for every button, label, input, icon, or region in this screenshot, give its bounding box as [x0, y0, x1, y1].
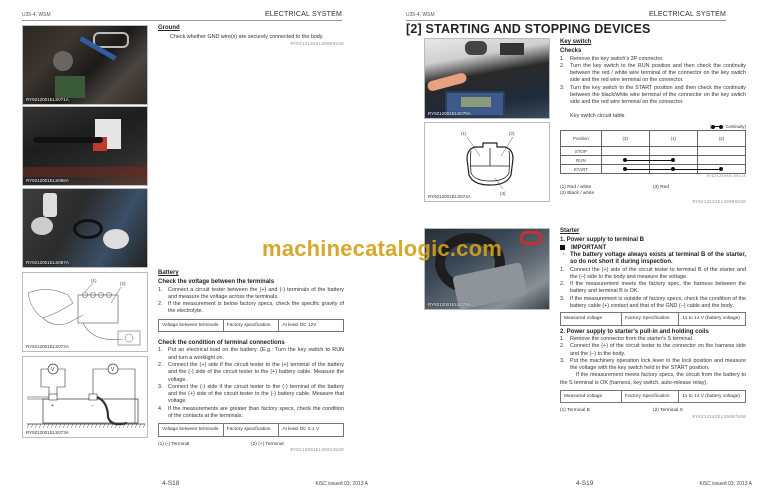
terminal-legend: (1) Terminal B (2) Terminal S	[560, 408, 683, 414]
step: 1. Connect the (+) side of the circuit tester to terminal B of the starter and the (–) side to the body and measure the voltage.	[560, 266, 746, 280]
voltmeter-circuit-diagram	[23, 357, 148, 438]
step: 2. Turn the key switch to the RUN position and then check the continuity between the red / white wire terminal of the connector on the key switch side and the red wire terminal on the connector.	[560, 62, 746, 84]
connector-diagram	[425, 123, 550, 202]
doc-code: RY9212001ELS0034US0	[290, 448, 344, 453]
circuit-table-title: Key switch circuit table	[570, 112, 625, 119]
doc-code: RY9212182ELS0007US0	[692, 415, 746, 420]
spec-table: Voltage between terminals Factory specification At least DC 0.1 V	[158, 423, 344, 436]
step: 3. Turn the key switch to the START position and then check the continuity between the black/white wire terminal of the connector on the key switch side and the red wire terminal on the connector.	[560, 84, 746, 106]
page-number: 4-S18	[162, 480, 180, 487]
photo-caption: RY9212001ELS087A	[26, 260, 69, 265]
check-connections-steps	[158, 347, 344, 420]
continuity-symbol-icon	[711, 125, 723, 129]
spec-table: Measured voltage Factory Specification 11 to 14 V (battery voltage)	[560, 390, 746, 403]
coils-note: If the measurement meets factory specs, the circuit from the battery to the S terminal is OK (harness, key switch, auto-release relay).	[560, 372, 746, 386]
photo-caption: RY9212001ELS076A	[428, 302, 471, 307]
wire-legend: (1) Red / white (2) Black / white (3) Red	[560, 184, 669, 197]
ground-title: Ground	[158, 25, 180, 31]
svg-text:+: +	[51, 403, 54, 409]
figure-key-switch-connector	[424, 122, 550, 202]
battery-tester-illustration	[23, 273, 148, 352]
model-label: U35-4, WSM	[406, 12, 435, 18]
svg-text:(2): (2)	[509, 131, 515, 136]
terminal-b-title: 1. Power supply to terminal B	[560, 237, 645, 244]
ground-text: Check whether GND wire(s) are securely connected to the body.	[170, 34, 324, 41]
battery-section	[158, 270, 344, 455]
table-row-run: RUN	[561, 156, 746, 165]
doc-code: RY9212182ELS0005US0	[290, 42, 344, 47]
figure-battery-tester	[22, 272, 148, 352]
battery-title: Battery	[158, 270, 179, 276]
issued-label: KiSC issued 03, 2013 A	[315, 481, 368, 487]
svg-text:−: −	[91, 403, 94, 409]
step: 2. If the measurement is below factory specs, check the specific gravity of the electrolyte.	[158, 301, 344, 315]
check-voltage-title: Check the voltage between the terminals	[158, 279, 275, 286]
key-switch-circuit-table: Position (3) (1) (2) STOP RUN START	[560, 130, 746, 174]
photo-key-switch	[424, 38, 550, 119]
photo-ground-wires	[22, 25, 148, 105]
figure-battery-circuit	[22, 356, 148, 438]
figure-caption: RY9212001ELS074A	[428, 194, 471, 199]
page-header	[22, 12, 342, 21]
watermark-text: machinecatalogic.com	[262, 236, 502, 261]
section-label: ELECTRICAL SYSTEM	[264, 11, 342, 18]
photo-caption: RY9212001ELS086A	[26, 178, 69, 183]
table-row-start: START	[561, 165, 746, 174]
table-row-stop: STOP	[561, 147, 746, 156]
step: 1. Remove the connector from the starter's S terminal.	[560, 335, 694, 342]
step: 2. Connect the (+) of the circuit tester to the connector on the harness side and the (–) to the body.	[560, 343, 746, 357]
step: 1. Remove the key switch's 3P connector.	[560, 55, 664, 62]
svg-text:V: V	[51, 367, 55, 373]
important-label: IMPORTANT	[560, 245, 746, 252]
check-voltage-steps	[158, 287, 344, 316]
check-connections-title: Check the condition of terminal connections	[158, 340, 285, 347]
svg-text:(3): (3)	[500, 191, 506, 196]
step: 2. Connect the (+) side if the circuit tester to the (+) terminal of the battery and the (-) side of the circuit tester to the (+) battery cable. Measure the voltage.	[158, 361, 344, 383]
key-switch-title: Key switch	[560, 39, 592, 45]
photo-harness	[22, 106, 148, 186]
section-label: ELECTRICAL SYSTEM	[648, 11, 726, 18]
chapter-title: [2] STARTING AND STOPPING DEVICES	[406, 22, 651, 36]
page-header	[406, 12, 726, 21]
model-label: U35-4, WSM	[22, 12, 51, 18]
table-code: RY9212008ELS011A	[706, 175, 746, 180]
important-square-icon	[560, 245, 565, 250]
step: 2. If the measurement meets the factory spec, the harness between the battery and terminal B is OK.	[560, 281, 746, 295]
coils-steps	[560, 336, 746, 372]
doc-code: RY9212182ELS0006US0	[692, 200, 746, 205]
svg-text:V: V	[111, 367, 115, 373]
photo-engine	[22, 188, 148, 268]
step: 4. If the measurements are greater than factory specs, check the condition of the contacts at the terminals.	[158, 405, 344, 420]
spec-table: Measured voltage Factory Specification 11 to 14 V (battery voltage)	[560, 312, 746, 325]
page-number: 4-S19	[576, 480, 594, 487]
coils-title: 2. Power supply to starter's pull-in and holding coils	[560, 328, 709, 335]
key-switch-section	[560, 39, 746, 207]
figure-label-1: (1)	[91, 278, 97, 283]
issued-label: KiSC issued 03, 2013 A	[699, 481, 752, 487]
figure-caption: RY9212001ELS072A	[26, 344, 69, 349]
legend: (1) (-) Terminal (2) (+) Terminal	[158, 441, 284, 447]
step: 3. Put the machinery operation lock lever in the lock position and measure the voltage with the key switch held in the START position.	[560, 357, 746, 372]
step: 3. Connect the (-) side if the circuit tester to the (-) terminal of the battery and the (+) side of the circuit tester to the (-) battery cable. Measure that voltage.	[158, 383, 344, 405]
checks-title: Checks	[560, 48, 582, 55]
figure-caption: RY9212001ELS073A	[26, 430, 69, 435]
photo-caption: RY9212001ELS071A	[26, 97, 69, 102]
step: 1. Put an electrical load on the battery. (E.g.: Turn the key switch to RUN and turn a worklight on.	[158, 347, 344, 361]
step: 3. If the measurement is outside of factory specs, check the condition of the battery cable (+) contact and that of the GND (–) cable and the body.	[560, 295, 746, 310]
key-switch-steps	[560, 56, 746, 107]
step: 1. Connect a circuit tester between the (+) and (-) terminals of the battery and measure the voltage across the terminals.	[158, 286, 344, 300]
starter-section	[560, 228, 746, 422]
continuity-legend: : Continuity)	[560, 123, 746, 130]
terminal-b-steps	[560, 267, 746, 311]
figure-label-2: (2)	[120, 281, 126, 286]
spec-table: Voltage between terminals Factory specification At least DC 12V	[158, 319, 344, 332]
starter-title: Starter	[560, 228, 580, 234]
svg-text:(1): (1)	[461, 131, 467, 136]
ground-section	[158, 25, 344, 49]
photo-caption: RY9212001ELS075A	[428, 111, 471, 116]
important-text: · The battery voltage always exists at terminal B of the starter, so do not short it during inspection.	[563, 251, 746, 266]
